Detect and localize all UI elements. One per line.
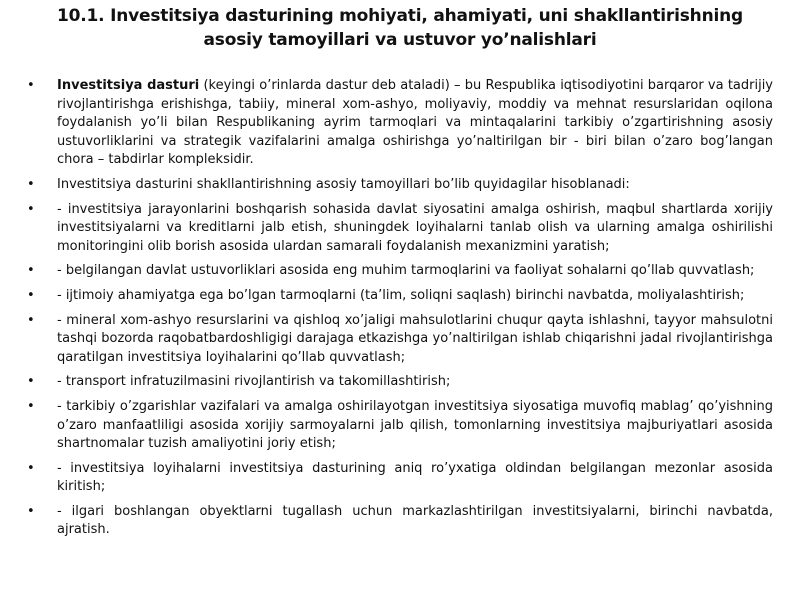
list-item-text: - ijtimoiy ahamiyatga ega bo’lgan tarmoqlarni (ta’lim, soliqni saqlash) birinchi navbatda, moliyalashtirish; bbox=[57, 287, 745, 303]
bullet-list bbox=[27, 77, 773, 546]
page-title bbox=[40, 4, 760, 52]
list-item bbox=[27, 77, 773, 170]
bullet-icon: • bbox=[27, 312, 35, 328]
term-lead: Investitsiya dasturi bbox=[57, 78, 200, 93]
list-item-text: - investitsiya loyihalarni investitsiya dasturining aniq ro’yxatiga oldindan belgilangan mezonlar asosida kiritish; bbox=[57, 460, 773, 495]
list-item bbox=[27, 201, 773, 257]
list-item bbox=[27, 176, 773, 195]
list-item bbox=[27, 312, 773, 368]
title-line-2: asosiy tamoyillari va ustuvor yo’nalishlari bbox=[203, 30, 597, 50]
list-item-text: - mineral xom-ashyo resurslarini va qishloq xo’jaligi mahsulotlarini chuqur qayta ishlashni, tayyor mahsulotni tashqi bozorda raqobatbardoshligigi darajaga etkazishga yo’naltirilgan ishlab chiqarishni jadal rivojlantirishga qaratilgan investitsiya loyihalarini qo’llab quvvatlash; bbox=[57, 312, 773, 365]
list-item-text: - belgilangan davlat ustuvorliklari asosida eng muhim tarmoqlarini va faoliyat sohalarni qo’llab quvvatlash; bbox=[57, 263, 755, 279]
list-item-text: (keyingi o’rinlarda dastur deb ataladi) – bu Respublika iqtisodiyotini barqaror va tadrijiy rivojlantirishga erishishga, tabiiy, mineral xom-ashyo, moliyaviy, moddiy va mehnat resurslaridan oqilona foydalanish yo’li bilan Respublikaning ayrim tarmoqlari va mintaqalarini tarkibiy o’zgartirishning asosiy ustuvorliklarini va strategik vazifalarini amalga oshirishga yo’naltirilgan bir - biri bilan o’zaro bog’langan chora – tabdirlar kompleksidir. bbox=[57, 78, 774, 168]
list-item bbox=[27, 287, 773, 306]
list-item bbox=[27, 398, 773, 454]
bullet-icon: • bbox=[27, 78, 35, 93]
list-item bbox=[27, 503, 773, 540]
list-item-text: - transport infratuzilmasini rivojlantirish va takomillashtirish; bbox=[57, 374, 451, 390]
bullet-icon: • bbox=[27, 263, 35, 279]
bullet-icon: • bbox=[27, 287, 35, 303]
list-item-text: - tarkibiy o’zgarishlar vazifalari va amalga oshirilayotgan investitsiya siyosatiga muvofiq mablag’ qo’yishning o’zaro manfaatliligi asosida xorijiy sarmoyalarni jalb qilish, tomonlarning investitsiya majburiyatlari asosida shartnomalar tuzish amaliyotini joriy etish; bbox=[57, 398, 773, 452]
list-item bbox=[27, 262, 773, 281]
bullet-icon: • bbox=[27, 374, 35, 390]
list-item-text: - investitsiya jarayonlarini boshqarish sohasida davlat siyosatini amalga oshirish, maqbul shartlarda xorijiy investitsiyalarni va kreditlarni jalb etish, shuningdek loyihalarni tanlab olish va ularning amalga oshirilishi monitoringini olib borish asosida ulardan samarali foydalanish mexanizmini yaratish; bbox=[57, 201, 773, 254]
bullet-icon: • bbox=[27, 398, 35, 414]
list-item bbox=[27, 460, 773, 497]
title-line-1: 10.1. Investitsiya dasturining mohiyati, ahamiyati, uni shakllantirishning bbox=[57, 6, 743, 26]
bullet-icon: • bbox=[27, 201, 35, 217]
bullet-icon: • bbox=[27, 503, 35, 519]
list-item-text: - ilgari boshlangan obyektlarni tugallash uchun markazlashtirilgan investitsiyalarni, birinchi navbatda, ajratish. bbox=[57, 503, 773, 538]
bullet-icon: • bbox=[27, 176, 35, 192]
list-item bbox=[27, 373, 773, 392]
list-item-text: Investitsiya dasturini shakllantirishning asosiy tamoyillari bo’lib quyidagilar hisoblanadi: bbox=[57, 176, 630, 192]
bullet-icon: • bbox=[27, 460, 35, 476]
